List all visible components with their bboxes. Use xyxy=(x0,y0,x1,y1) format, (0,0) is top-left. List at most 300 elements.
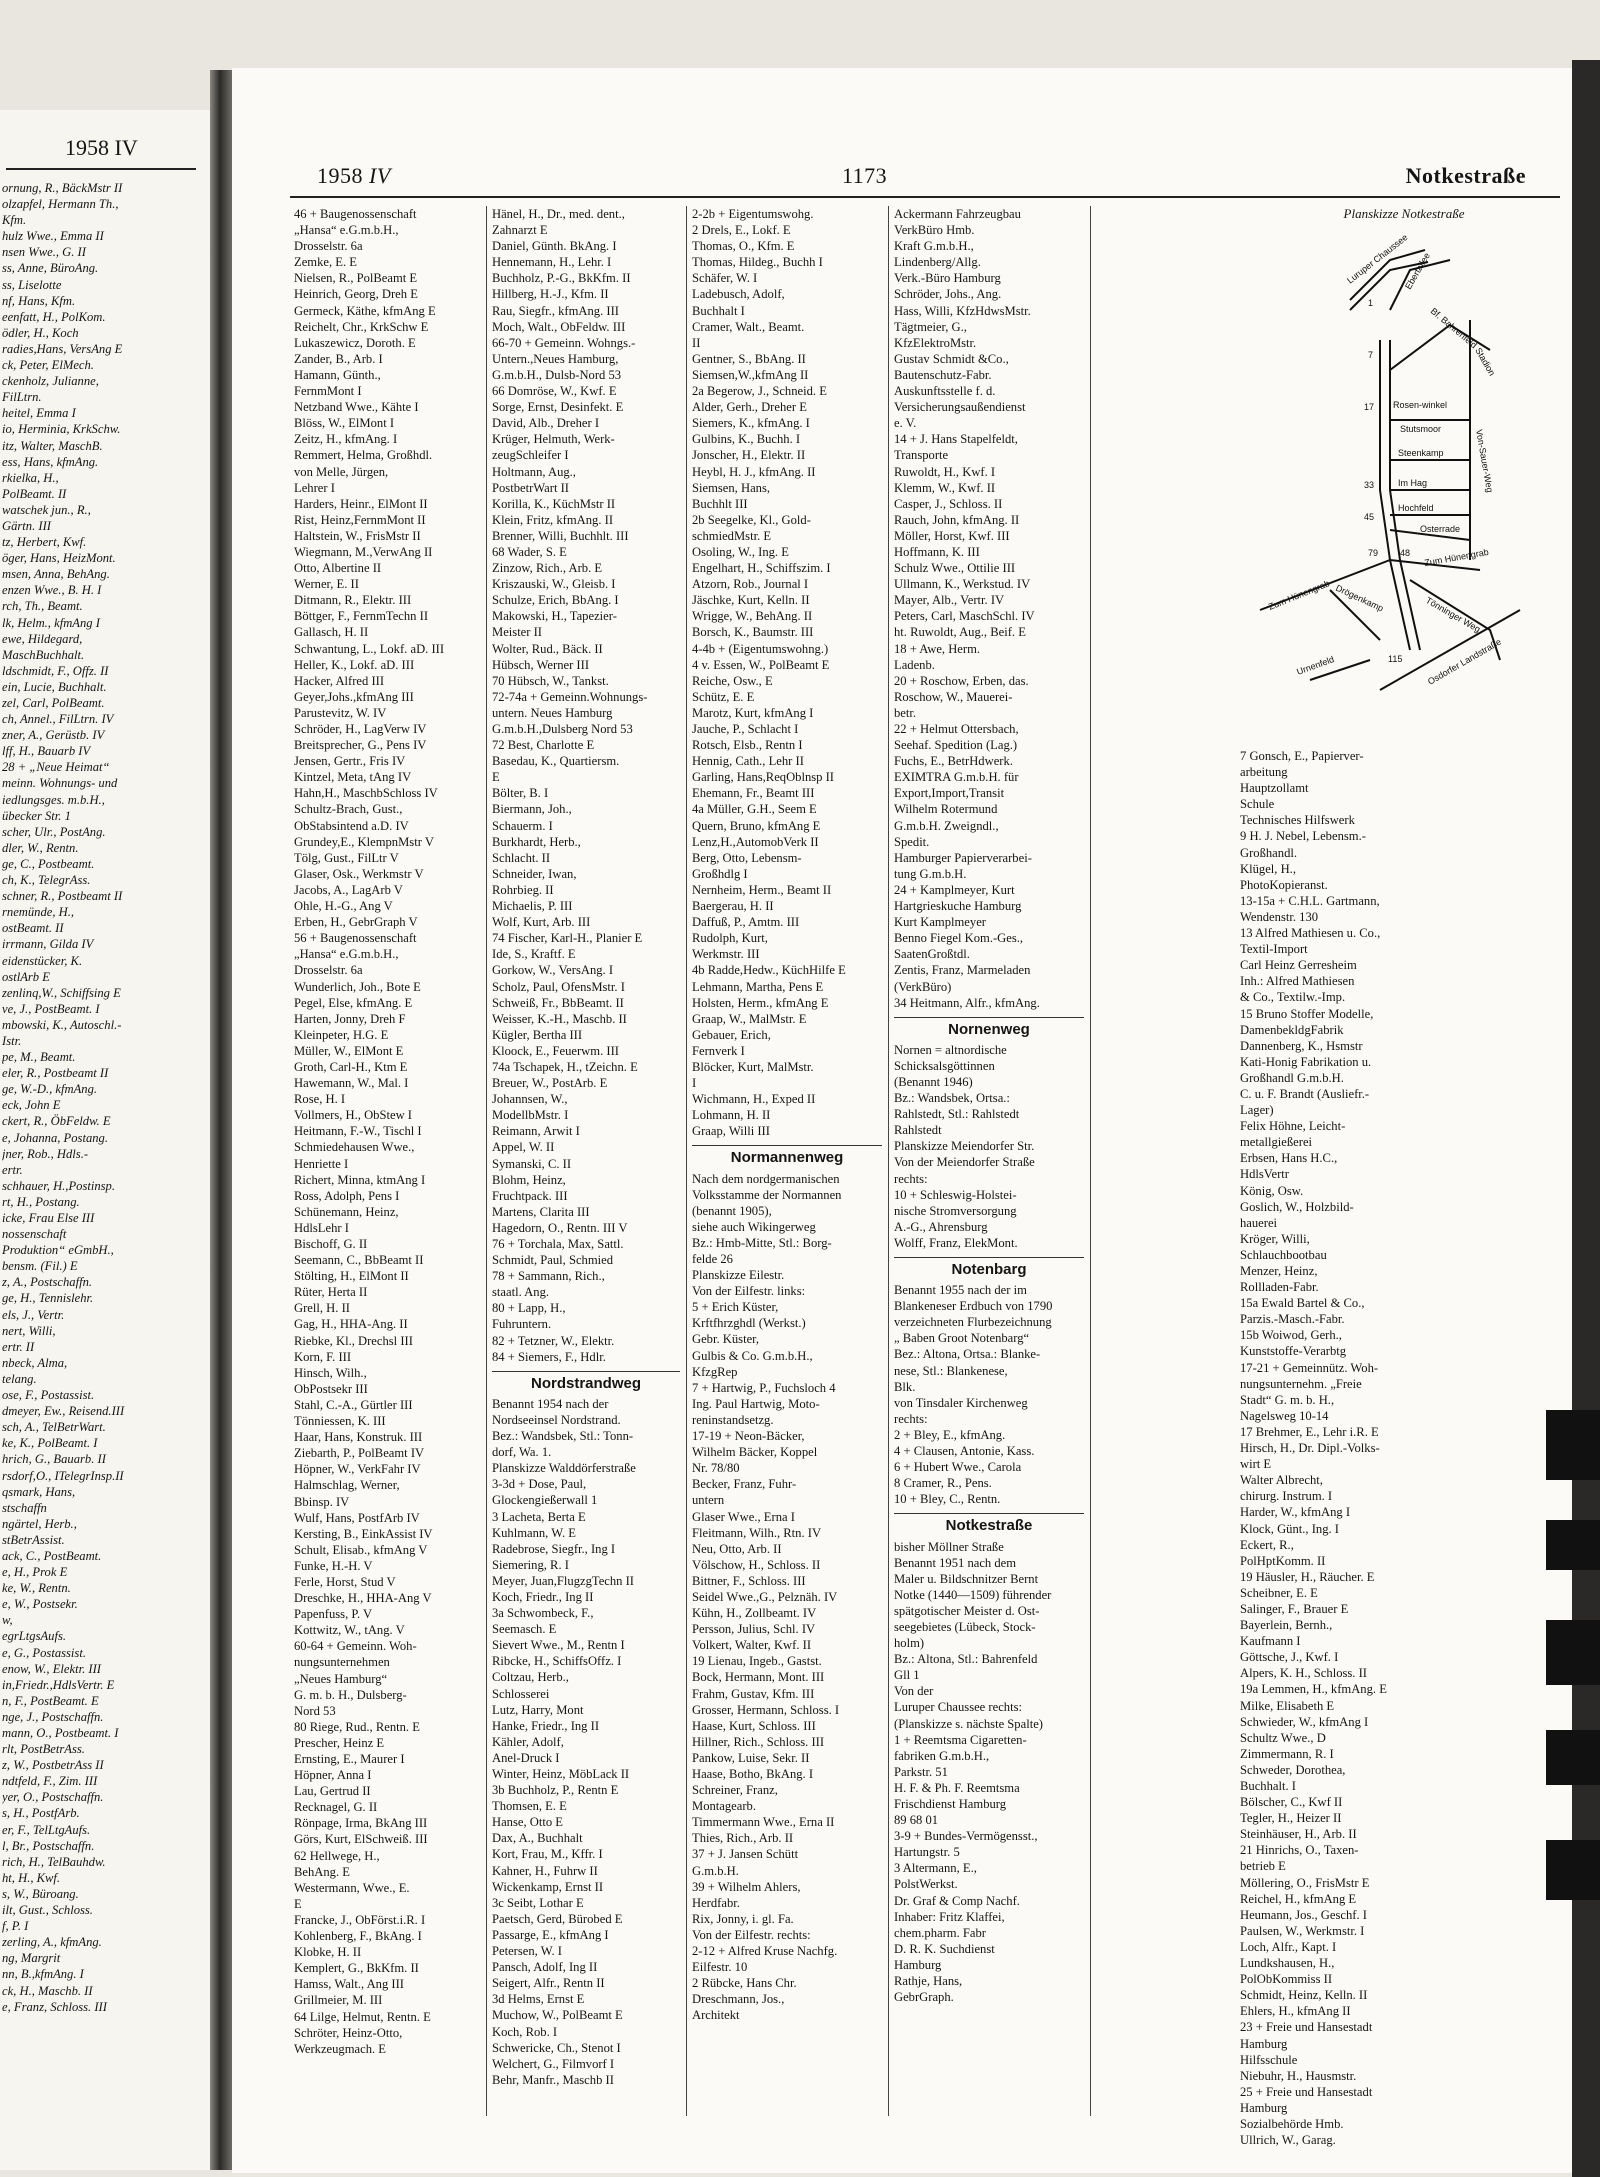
directory-entry: PhotoKopieranst. xyxy=(1240,877,1328,892)
directory-entry: Bischoff, G. II xyxy=(294,1237,368,1251)
directory-entry: ge, H., Tennislehr. xyxy=(2,1291,94,1306)
directory-entry: Bock, Hermann, Mont. III xyxy=(692,1670,825,1685)
directory-entry: Brenner, Willi, Buchhlt. III xyxy=(492,528,629,543)
directory-entry: FilLtrn. xyxy=(2,390,42,405)
directory-entry: Wickenkamp, Ernst II xyxy=(492,1879,604,1894)
directory-entry: E xyxy=(492,770,500,785)
directory-entry: Buchhalt I xyxy=(692,303,745,318)
directory-entry: Gallasch, H. II xyxy=(294,625,369,640)
directory-entry: Nornen = altnordische xyxy=(894,1042,1007,1057)
directory-entry: Zentis, Franz, Marmeladen xyxy=(894,963,1031,978)
directory-entry: HdlsLehr I xyxy=(294,1220,349,1235)
directory-entry: Zander, B., Arb. I xyxy=(294,351,383,366)
directory-entry: Anel-Druck I xyxy=(492,1750,560,1765)
column-divider xyxy=(486,206,487,2116)
directory-entry: Ross, Adolph, Pens I xyxy=(294,1188,400,1203)
directory-entry: Grell, H. II xyxy=(294,1301,350,1316)
directory-entry: Gebauer, Erich, xyxy=(692,1027,771,1042)
directory-entry: 17-19 + Neon-Bäcker, xyxy=(692,1429,805,1444)
directory-entry: Bölter, B. I xyxy=(492,786,549,801)
directory-entry: reninstandsetzg. xyxy=(692,1412,774,1427)
directory-entry: ödler, H., Koch xyxy=(2,325,79,340)
directory-entry: Ferle, Horst, Stud V xyxy=(294,1574,396,1589)
directory-entry: 5 + Erich Küster, xyxy=(692,1300,779,1315)
directory-entry: iedlungsges. m.b.H., xyxy=(2,792,105,807)
directory-entry: dorf, Wa. 1. xyxy=(492,1445,552,1460)
directory-entry: Holtmann, Aug., xyxy=(492,464,576,479)
directory-entry: Thomas, O., Kfm. E xyxy=(692,239,795,254)
directory-entry: enow, W., Elektr. III xyxy=(2,1661,101,1676)
directory-entry: rsdorf,O., ITelegrInsp.II xyxy=(2,1468,124,1483)
directory-entry: Bbinsp. IV xyxy=(294,1494,350,1509)
directory-entry: Wunderlich, Joh., Bote E xyxy=(294,979,421,994)
directory-entry: Borsch, K., Baumstr. III xyxy=(692,625,814,640)
directory-entry: Schneider, Iwan, xyxy=(492,866,577,881)
directory-entry: Grundey,E., KlempnMstr V xyxy=(294,834,434,849)
directory-entry: Technisches Hilfswerk xyxy=(1240,813,1355,828)
directory-entry: icke, Frau Else III xyxy=(2,1211,95,1225)
directory-entry: 10 + Schleswig-Holstei- xyxy=(894,1187,1017,1202)
directory-entry: (VerkBüro) xyxy=(894,979,952,994)
directory-entry: Hamburg xyxy=(1240,2100,1288,2115)
directory-entry: Höpner, W., VerkFahr IV xyxy=(294,1462,421,1477)
directory-entry: ObStabsintend a.D. IV xyxy=(294,818,409,833)
directory-entry: Hamburger Papierverarbei- xyxy=(894,850,1032,865)
directory-entry: Behr, Manfr., Maschb II xyxy=(492,2072,614,2087)
directory-entry: Kfm. xyxy=(2,213,27,228)
directory-entry: Kriszauski, W., Gleisb. I xyxy=(492,577,616,592)
map-label-zum-huenengrab-2: Zum Hünengrab xyxy=(1267,578,1332,612)
directory-entry: Timmermann Wwe., Erna II xyxy=(692,1815,835,1830)
directory-entry: Steinhäuser, H., Arb. II xyxy=(1240,1827,1357,1842)
directory-entry: stschaffn xyxy=(2,1500,47,1515)
directory-entry: Mayer, Alb., Vertr. IV xyxy=(894,593,1005,608)
directory-entry: Siemsen,W.,kfmAng II xyxy=(692,367,809,382)
directory-entry: „Neues Hamburg“ xyxy=(294,1671,388,1686)
directory-entry: Schwantung, L., Lokf. aD. III xyxy=(294,641,445,656)
directory-entry: siehe auch Wikingerweg xyxy=(692,1219,816,1234)
directory-entry: telang. xyxy=(2,1371,37,1386)
directory-entry: Ditmann, R., Elektr. III xyxy=(294,593,412,608)
directory-entry: Spedit. xyxy=(894,834,930,849)
directory-entry: Stahl, C.-A., Gürtler III xyxy=(294,1397,413,1412)
directory-entry: Eckert, R., xyxy=(1240,1537,1294,1552)
directory-entry: „Hansa“ e.G.m.b.H., xyxy=(294,223,399,238)
directory-entry: ch, K., TelegrAss. xyxy=(2,873,91,888)
directory-entry: Schäfer, W. I xyxy=(692,271,758,286)
directory-entry: Schröter, Heinz-Otto, xyxy=(294,2025,403,2040)
directory-entry: Lundkshausen, H., xyxy=(1240,1956,1335,1971)
directory-entry: 14 + J. Hans Stapelfeldt, xyxy=(894,432,1018,447)
directory-entry: ss, Liselotte xyxy=(2,277,62,292)
directory-entry: 3 Altermann, E., xyxy=(894,1861,977,1876)
directory-entry: Heller, K., Lokf. aD. III xyxy=(294,657,415,672)
directory-entry: 3 Lacheta, Berta E xyxy=(492,1509,586,1524)
directory-entry: PolstWerkst. xyxy=(894,1877,958,1892)
directory-entry: 3-3d + Dose, Paul, xyxy=(492,1477,587,1492)
directory-entry: (Benannt 1946) xyxy=(894,1074,973,1089)
directory-entry: Schlauchbootbau xyxy=(1240,1247,1327,1262)
directory-entry: 60-64 + Gemeinn. Woh- xyxy=(294,1639,417,1654)
directory-entry: Parustevitz, W. IV xyxy=(294,705,387,720)
directory-entry: HdlsVertr xyxy=(1240,1167,1289,1182)
directory-entry: von Melle, Jürgen, xyxy=(294,464,389,479)
directory-entry: ein, Lucie, Buchhalt. xyxy=(2,679,107,694)
directory-column-2 xyxy=(492,206,680,2088)
running-head-year xyxy=(317,163,391,189)
directory-entry: ack, C., PostBeamt. xyxy=(2,1548,102,1563)
directory-entry: Istr. xyxy=(2,1033,22,1048)
directory-entry: Gulbins, K., Buchh. I xyxy=(692,432,801,447)
directory-entry: ke, W., Rentn. xyxy=(2,1581,71,1596)
directory-entry: Pankow, Luise, Sekr. II xyxy=(692,1750,810,1765)
directory-entry: öger, Hans, HeizMont. xyxy=(2,551,116,566)
page-number: 1173 xyxy=(842,163,888,188)
directory-entry: Lau, Gertrud II xyxy=(294,1784,371,1799)
directory-entry: eck, John E xyxy=(2,1098,61,1113)
directory-entry: Harder, W., kfmAng I xyxy=(1240,1505,1351,1520)
directory-entry: Lutz, Harry, Mont xyxy=(492,1702,584,1717)
directory-entry: PolBeamt. II xyxy=(2,486,67,501)
map-number-7: 7 xyxy=(1368,350,1374,360)
directory-entry: Schule xyxy=(1240,797,1275,812)
directory-entry: Hawemann, W., Mal. I xyxy=(294,1076,409,1091)
directory-entry: GebrGraph. xyxy=(894,1990,954,2005)
directory-entry: (benannt 1905), xyxy=(692,1203,772,1218)
directory-entry: Transporte xyxy=(894,448,949,463)
directory-entry: Haase, Botho, BkAng. I xyxy=(692,1767,814,1781)
directory-entry: 3b Buchholz, P., Rentn E xyxy=(492,1783,619,1798)
directory-entry: Lindenberg/Allg. xyxy=(894,255,981,270)
directory-entry: Montagearb. xyxy=(692,1799,756,1814)
directory-entry: Bz.: Hmb-Mitte, Stl.: Borg- xyxy=(692,1235,832,1250)
directory-entry: Völschow, H., Schloss. II xyxy=(692,1557,821,1572)
directory-entry: Wolff, Franz, ElekMont. xyxy=(894,1235,1018,1250)
directory-entry: rich, H., TelBauhdw. xyxy=(2,1854,106,1869)
directory-entry: 10 + Bley, C., Rentn. xyxy=(894,1492,1001,1507)
directory-entry: Seehaf. Spedition (Lag.) xyxy=(894,738,1018,753)
directory-entry: Korn, F. III xyxy=(294,1349,352,1364)
directory-entry: 74a Tschapek, H., tZeichn. E xyxy=(492,1059,638,1074)
directory-entry: Siemering, R. I xyxy=(492,1557,569,1572)
directory-entry: Schünemann, Heinz, xyxy=(294,1204,399,1219)
directory-entry: 89 68 01 xyxy=(894,1813,939,1828)
directory-entry: er, F., TelLtgAufs. xyxy=(2,1822,91,1837)
directory-entry: Kersting, B., EinkAssist IV xyxy=(294,1526,433,1541)
directory-entry: Kloock, E., Feuerwm. III xyxy=(492,1043,619,1058)
directory-entry: EXIMTRA G.m.b.H. für xyxy=(894,770,1019,785)
directory-entry: Bittner, F., Schloss. III xyxy=(692,1573,806,1588)
directory-entry: MaschBuchhalt. xyxy=(2,647,85,662)
directory-entry: Nordseeinsel Nordstrand. xyxy=(492,1412,621,1427)
directory-entry: 72 Best, Charlotte E xyxy=(492,738,595,753)
directory-entry: olzapfel, Hermann Th., xyxy=(2,197,119,212)
directory-entry: I xyxy=(692,1076,697,1091)
directory-entry: Nach dem nordgermanischen xyxy=(692,1171,840,1186)
directory-entry: Ullrich, W., Garag. xyxy=(1240,2133,1336,2148)
directory-entry: z, A., Postschaffn. xyxy=(2,1275,93,1290)
directory-entry: nert, Willi, xyxy=(2,1323,56,1338)
directory-entry: KfzgRep xyxy=(692,1364,738,1379)
directory-entry: ch, Annel., FilLtrn. IV xyxy=(2,712,114,727)
directory-entry: Alder, Gerh., Dreher E xyxy=(692,400,807,415)
directory-entry: Rudolph, Kurt, xyxy=(692,931,768,946)
directory-entry: Reiche, Osw., E xyxy=(692,673,773,688)
directory-entry: Symanski, C. II xyxy=(492,1156,572,1171)
directory-entry: KfzElektroMstr. xyxy=(894,335,977,350)
directory-entry: Haar, Hans, Konstruk. III xyxy=(294,1430,423,1445)
directory-entry: Schmidt, Heinz, Kelln. II xyxy=(1240,1988,1368,2003)
directory-entry: Wichmann, H., Exped II xyxy=(692,1092,816,1107)
directory-entry: Walter Albrecht, xyxy=(1240,1473,1323,1488)
directory-entry: Parzis.-Masch.-Fabr. xyxy=(1240,1312,1345,1327)
directory-entry: Neu, Otto, Arb. II xyxy=(692,1541,782,1556)
directory-entry: Ullmann, K., Werkstud. IV xyxy=(894,577,1031,592)
directory-entry: 15 Bruno Stoffer Modelle, xyxy=(1240,1006,1374,1021)
map-label-stutsmoor: Stutsmoor xyxy=(1400,424,1442,434)
directory-entry: 8 Cramer, R., Pens. xyxy=(894,1476,992,1491)
directory-entry: Richert, Minna, ktmAng I xyxy=(294,1172,426,1187)
directory-entry: 82 + Tetzner, W., Elektr. xyxy=(492,1333,615,1348)
directory-entry: hrich, G., Bauarb. II xyxy=(2,1452,106,1467)
directory-entry: Hamann, Günth., xyxy=(294,367,381,382)
directory-entry: eidenstücker, K. xyxy=(2,953,83,968)
directory-entry: Blankeneser Erdbuch von 1790 xyxy=(894,1299,1053,1314)
directory-entry: ose, F., Postassist. xyxy=(2,1388,95,1403)
directory-entry: Remmert, Helma, Großhdl. xyxy=(294,448,433,463)
directory-entry: Gorkow, W., VersAng. I xyxy=(492,963,614,978)
directory-entry: II xyxy=(692,335,701,350)
directory-entry: 2 Drels, E., Lokf. E xyxy=(692,223,791,238)
directory-entry: Milke, Elisabeth E xyxy=(1240,1698,1335,1713)
directory-entry: Görs, Kurt, ElSchweiß. III xyxy=(294,1832,428,1847)
directory-entry: 1 + Reemtsma Cigaretten- xyxy=(894,1732,1027,1747)
directory-entry: 18 + Awe, Herm. xyxy=(894,641,981,656)
directory-entry: Sorge, Ernst, Desinfekt. E xyxy=(492,400,624,415)
directory-entry: ewe, Hildegard, xyxy=(2,631,83,646)
directory-entry: Schwericke, Ch., Stenot I xyxy=(492,2040,621,2055)
directory-entry: Kaufmann I xyxy=(1240,1634,1301,1649)
directory-entry: Scheibner, E. E xyxy=(1240,1585,1318,1600)
directory-entry: PolObKommiss II xyxy=(1240,1972,1333,1987)
directory-entry: 23 + Freie und Hansestadt xyxy=(1240,2020,1373,2035)
directory-entry: Schweiß, Fr., BbBeamt. II xyxy=(492,995,624,1010)
map-number-1: 1 xyxy=(1368,298,1374,308)
directory-entry: 17-21 + Gemeinnütz. Woh- xyxy=(1240,1360,1379,1375)
directory-entry: ModellbMstr. I xyxy=(492,1108,569,1123)
directory-entry: Hass, Willi, KfzHdwsMstr. xyxy=(894,303,1031,318)
map-number-17: 17 xyxy=(1364,402,1375,412)
directory-entry: ostlArb E xyxy=(2,969,50,984)
map-label-bahnhof: Bf. Bahrenfeld xyxy=(1428,305,1479,351)
directory-entry: Makowski, H., Tapezier- xyxy=(492,609,617,624)
directory-entry: Breitsprecher, G., Pens IV xyxy=(294,738,427,753)
directory-entry: s, H., PostfArb. xyxy=(2,1806,80,1821)
directory-entry: Verk.-Büro Hamburg xyxy=(894,271,1001,286)
directory-entry: Bölscher, C., Kwf II xyxy=(1240,1795,1343,1810)
directory-entry: Atzorn, Rob., Journal I xyxy=(692,577,809,592)
directory-entry: nge, J., Postschaffn. xyxy=(2,1709,104,1724)
directory-entry: watschek jun., R., xyxy=(2,502,91,517)
directory-entry: Wolf, Kurt, Arb. III xyxy=(492,915,591,930)
directory-entry: bensm. (Fil.) E xyxy=(2,1259,78,1274)
directory-entry: e, Franz, Schloss. III xyxy=(2,1999,107,2014)
directory-entry: 72-74a + Gemeinn.Wohnungs- xyxy=(492,689,648,704)
directory-entry: msen, Anna, BehAng. xyxy=(2,567,110,582)
directory-column-5 xyxy=(1240,748,1562,2148)
directory-entry: schner, R., Postbeamt II xyxy=(2,889,123,904)
directory-entry: Höpner, Anna I xyxy=(294,1768,372,1783)
directory-entry: Hänel, H., Dr., med. dent., xyxy=(492,207,625,221)
directory-entry: Schultz-Brach, Gust., xyxy=(294,802,403,817)
directory-entry: Von der Meiendorfer Straße xyxy=(894,1155,1035,1170)
directory-entry: Hübsch, Werner III xyxy=(492,657,590,672)
map-label-rosenwinkel: Rosen-winkel xyxy=(1393,400,1448,410)
directory-entry: 2b Seegelke, Kl., Gold- xyxy=(692,512,811,527)
directory-entry: lff, H., Bauarb IV xyxy=(2,744,91,759)
directory-entry: io, Herminia, KrkSchw. xyxy=(2,422,121,437)
directory-entry: Siemers, K., kfmAng. I xyxy=(692,416,810,431)
directory-entry: bisher Möllner Straße xyxy=(894,1539,1004,1554)
directory-entry: 19 Häusler, H., Räucher. E xyxy=(1240,1569,1375,1584)
directory-entry: tung G.m.b.H. xyxy=(894,866,967,881)
thumb-index-mark xyxy=(1546,1520,1600,1570)
directory-entry: 13 Alfred Mathiesen u. Co., xyxy=(1240,926,1381,941)
directory-entry: Thomsen, E. E xyxy=(492,1799,567,1814)
directory-entry: Hahn,H., MaschbSchloss IV xyxy=(294,786,438,801)
directory-entry: 3c Seibt, Lothar E xyxy=(492,1895,584,1910)
directory-entry: fabriken G.m.b.H., xyxy=(894,1748,990,1763)
directory-entry: Bz.: Wandsbek, Ortsa.: xyxy=(894,1091,1010,1106)
directory-entry: Salinger, F., Brauer E xyxy=(1240,1601,1349,1616)
directory-entry: 7 Gonsch, E., Papierver- xyxy=(1240,749,1364,763)
directory-entry: nbeck, Alma, xyxy=(2,1355,68,1370)
directory-entry: Osoling, W., Ing. E xyxy=(692,544,789,559)
directory-entry: sch, A., TelBetrWart. xyxy=(2,1420,106,1435)
directory-entry: Glaser, Osk., Werkmstr V xyxy=(294,866,424,881)
directory-entry: Von der Eilfestr. rechts: xyxy=(692,1927,811,1942)
directory-entry: Volksstamme der Normannen xyxy=(692,1187,842,1202)
directory-entry: Menzer, Heinz, xyxy=(1240,1264,1318,1278)
directory-entry: Kraft G.m.b.H., xyxy=(894,239,974,254)
directory-entry: scher, Ulr., PostAng. xyxy=(2,824,106,839)
directory-entry: Erben, H., GebrGraph V xyxy=(294,915,418,930)
directory-entry: ng, Margrit xyxy=(2,1951,61,1966)
directory-entry: Hirsch, H., Dr. Dipl.-Volks- xyxy=(1240,1441,1380,1456)
directory-entry: Blöss, W., ElMont I xyxy=(294,416,395,431)
directory-entry: z, W., PostbetrAss II xyxy=(2,1758,104,1773)
street-map-sketch xyxy=(1240,206,1568,736)
directory-entry: Seemasch. E xyxy=(492,1622,557,1637)
directory-entry: Reichel, H., kfmAng E xyxy=(1240,1891,1357,1906)
directory-entry: nische Stromversorgung xyxy=(894,1203,1017,1218)
directory-entry: ckenholz, Julianne, xyxy=(2,374,99,389)
directory-entry: DamenbekldgFabrik xyxy=(1240,1022,1344,1037)
directory-entry: H. F. & Ph. F. Reemtsma xyxy=(894,1780,1020,1795)
header-rule xyxy=(290,196,1560,198)
directory-entry: enzen Wwe., B. H. I xyxy=(2,583,102,598)
directory-entry: Thomas, Hildeg., Buchh I xyxy=(692,255,823,270)
directory-entry: Volkert, Walter, Kwf. II xyxy=(692,1638,812,1653)
directory-entry: Stadt“ G. m. b. H., xyxy=(1240,1392,1335,1407)
directory-entry: 7 + Hartwig, P., Fuchsloch 4 xyxy=(692,1380,836,1395)
directory-entry: qsmark, Hans, xyxy=(2,1484,76,1499)
stadion-road xyxy=(1390,325,1490,370)
directory-entry: Bautenschutz-Fabr. xyxy=(894,367,992,382)
directory-entry: Nagelsweg 10-14 xyxy=(1240,1408,1329,1423)
directory-entry: hulz Wwe., Emma II xyxy=(2,229,104,244)
directory-entry: Rathje, Hans, xyxy=(894,1974,963,1989)
directory-entry: Otto, Albertine II xyxy=(294,561,382,576)
directory-entry: Lohmann, H. II xyxy=(692,1108,771,1123)
directory-entry: Grillmeier, M. III xyxy=(294,1993,383,2008)
directory-entry: ndtfeld, F., Zim. III xyxy=(2,1774,98,1789)
directory-entry: seegebietes (Lübeck, Stock- xyxy=(894,1619,1036,1634)
directory-entry: Fuchs, E., BetrHdwerk. xyxy=(894,754,1013,769)
directory-entry: Möller, Horst, Kwf. III xyxy=(894,528,1010,543)
directory-entry: Tägtmeier, G., xyxy=(894,319,967,334)
directory-entry: Schröder, H., LagVerw IV xyxy=(294,722,427,736)
book-gutter xyxy=(210,70,232,2170)
directory-entry: Heinrich, Georg, Dreh E xyxy=(294,287,418,302)
directory-entry: 56 + Baugenossenschaft xyxy=(294,931,417,946)
directory-entry: Schütz, E. E xyxy=(692,689,755,704)
directory-entry: Weisser, K.-H., Maschb. II xyxy=(492,1011,627,1026)
directory-entry: G.m.b.H.,Dulsberg Nord 53 xyxy=(492,722,633,736)
directory-entry: Hilfsschule xyxy=(1240,2052,1298,2067)
directory-entry: Blk. xyxy=(894,1379,916,1394)
directory-entry: Seidel Wwe.,G., Pelznäh. IV xyxy=(692,1589,838,1604)
directory-entry: Dreschke, H., HHA-Ang V xyxy=(294,1591,432,1606)
directory-entry: dmeyer, Ew., Reisend.III xyxy=(2,1404,125,1419)
directory-entry: Reimann, Arwit I xyxy=(492,1124,580,1139)
directory-entry: Lukaszewicz, Doroth. E xyxy=(294,335,416,350)
street-heading: Nornenweg xyxy=(894,1017,1084,1038)
directory-entry: PostbetrWart II xyxy=(492,480,569,495)
directory-entry: ldschmidt, F., Offz. II xyxy=(2,663,109,678)
directory-entry: Frischdienst Hamburg xyxy=(894,1797,1007,1811)
directory-entry: 64 Lilge, Helmut, Rentn. E xyxy=(294,2009,431,2024)
directory-entry: ht, H., Kwf. xyxy=(2,1870,61,1885)
directory-entry: zeugSchleifer I xyxy=(492,448,569,463)
directory-entry: Werkzeugmach. E xyxy=(294,2041,386,2056)
directory-entry: Jonscher, H., Elektr. II xyxy=(692,448,806,463)
directory-entry: Quern, Bruno, kfmAng E xyxy=(692,818,821,833)
directory-entry: Hacker, Alfred III xyxy=(294,673,385,688)
directory-entry: Zahnarzt E xyxy=(492,223,548,238)
directory-entry: Baergerau, H. II xyxy=(692,899,774,914)
directory-entry: G. m. b. H., Dulsberg- xyxy=(294,1687,407,1702)
directory-entry: Radebrose, Siegfr., Ing I xyxy=(492,1541,616,1556)
directory-entry: Nielsen, R., PolBeamt E xyxy=(294,271,418,286)
directory-entry: Versicherungsaußendienst xyxy=(894,400,1026,415)
running-head-street: Notkestraße xyxy=(1405,163,1526,188)
directory-entry: Kohlenberg, F., BkAng. I xyxy=(294,1929,422,1944)
directory-entry: schmiedMstr. E xyxy=(692,528,772,543)
directory-entry: Hillberg, H.-J., Kfm. II xyxy=(492,287,609,302)
directory-entry: Zeitz, H., kfmAng. I xyxy=(294,432,398,447)
directory-entry: Haase, Kurt, Schloss. III xyxy=(692,1718,816,1733)
directory-entry: Casper, J., Schloss. II xyxy=(894,496,1003,511)
directory-entry: Paetsch, Gerd, Bürobed E xyxy=(492,1911,623,1926)
directory-entry: Schauerm. I xyxy=(492,818,553,833)
directory-entry: Kintzel, Meta, tAng IV xyxy=(294,770,412,785)
directory-entry: 19a Lemmen, H., kfmAng. E xyxy=(1240,1682,1387,1697)
directory-entry: Kurt Kamplmeyer xyxy=(894,915,986,930)
directory-entry: Rose, H. I xyxy=(294,1092,346,1107)
directory-entry: Hamburg xyxy=(894,1957,942,1972)
directory-entry: „Hansa“ e.G.m.b.H., xyxy=(294,947,399,962)
